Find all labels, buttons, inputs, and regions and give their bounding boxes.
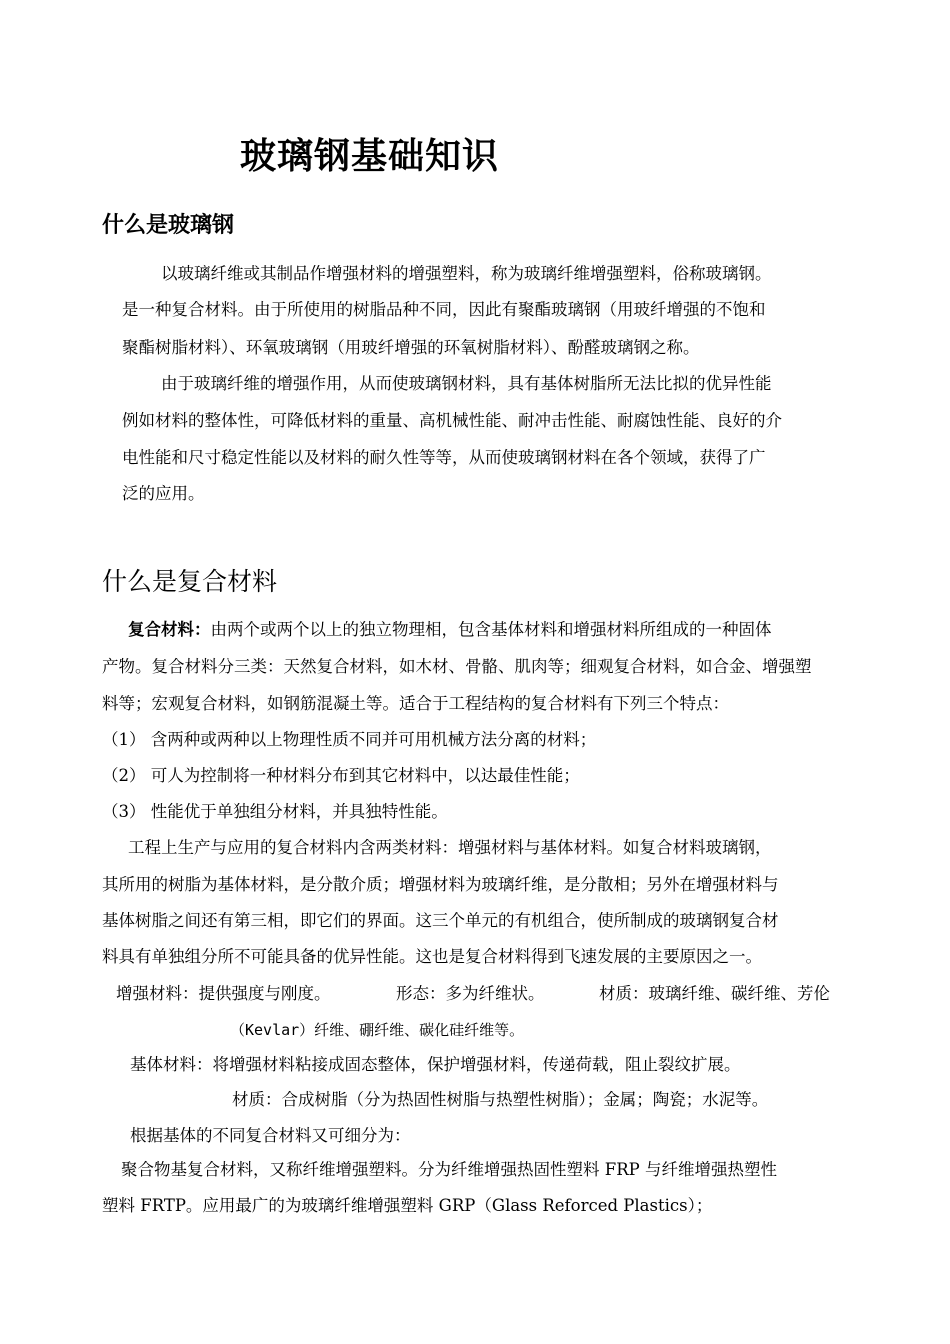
section-heading-frp: 什么是玻璃钢: [102, 213, 235, 238]
paragraph-line: 聚合物基复合材料，又称纤维增强塑料。分为纤维增强热固性塑料 FRP 与纤维增强热塑性: [121, 1160, 777, 1179]
reinforce-material-cont: （Kevlar）纤维、硼纤维、碳化硅纤维等。: [230, 1021, 525, 1039]
paragraph-line: 基体树脂之间还有第三相，即它们的界面。这三个单元的有机组合，使所制成的玻璃钢复合材: [102, 911, 779, 930]
paragraph-line: 电性能和尺寸稳定性能以及材料的耐久性等等，从而使玻璃钢材料在各个领域，获得了广: [122, 448, 766, 467]
paragraph-line: 泛的应用。: [122, 484, 205, 503]
paragraph-line: 以玻璃纤维或其制品作增强材料的增强塑料，称为玻璃纤维增强塑料，俗称玻璃钢。: [161, 264, 772, 283]
paragraph-line: 料具有单独组分所不可能具备的优异性能。这也是复合材料得到飞速发展的主要原因之一。: [102, 947, 762, 966]
paragraph-line: 其所用的树脂为基体材料，是分散介质；增强材料为玻璃纤维，是分散相；另外在增强材料与: [102, 875, 779, 894]
paragraph-line: 是一种复合材料。由于所使用的树脂品种不同，因此有聚酯玻璃钢（用玻纤增强的不饱和: [122, 300, 766, 319]
matrix-line: 基体材料：将增强材料粘接成固态整体，保护增强材料，传递荷载，阻止裂纹扩展。: [130, 1055, 741, 1074]
definition-term: 复合材料：: [128, 620, 211, 639]
section-heading-composite: 什么是复合材料: [102, 567, 278, 596]
paragraph-line: 料等；宏观复合材料，如钢筋混凝土等。适合于工程结构的复合材料有下列三个特点：: [102, 694, 729, 713]
reinforce-material: 材质：玻璃纤维、碳纤维、芳伦: [599, 984, 830, 1003]
paragraph-line: 塑料 FRTP。应用最广的为玻璃纤维增强塑料 GRP（Glass Reforced Plastics）；: [102, 1196, 713, 1215]
definition-text: 由两个或两个以上的独立物理相，包含基体材料和增强材料所组成的一种固体: [210, 620, 772, 639]
list-item: （3） 性能优于单独组分材料，并具独特性能。: [102, 802, 448, 821]
paragraph-line: 产物。复合材料分三类：天然复合材料，如木材、骨骼、肌肉等；细观复合材料，如合金、增强塑: [102, 657, 812, 676]
definition-line: [128, 618, 772, 642]
reinforce-line: 增强材料：提供强度与刚度。: [116, 984, 331, 1003]
matrix-material: 材质：合成树脂（分为热固性树脂与热塑性树脂）；金属；陶瓷；水泥等。: [232, 1090, 769, 1109]
paragraph-line: 由于玻璃纤维的增强作用，从而使玻璃钢材料，具有基体树脂所无法比拟的优异性能: [161, 374, 772, 393]
paragraph-line: 聚酯树脂材料）、环氧玻璃钢（用玻纤增强的环氧树脂材料）、酚醛玻璃钢之称。: [122, 338, 700, 357]
list-item: （1） 含两种或两种以上物理性质不同并可用机械方法分离的材料；: [102, 730, 597, 749]
paragraph-line: 工程上生产与应用的复合材料内含两类材料：增强材料与基体材料。如复合材料玻璃钢，: [128, 838, 772, 857]
document-title: 玻璃钢基础知识: [240, 136, 500, 177]
reinforce-form: 形态：多为纤维状。: [396, 984, 545, 1003]
paragraph-line: 例如材料的整体性，可降低材料的重量、高机械性能、耐冲击性能、耐腐蚀性能、良好的介: [122, 411, 782, 430]
classify-line: 根据基体的不同复合材料又可细分为：: [130, 1126, 411, 1145]
list-item: （2） 可人为控制将一种材料分布到其它材料中，以达最佳性能；: [102, 766, 580, 785]
